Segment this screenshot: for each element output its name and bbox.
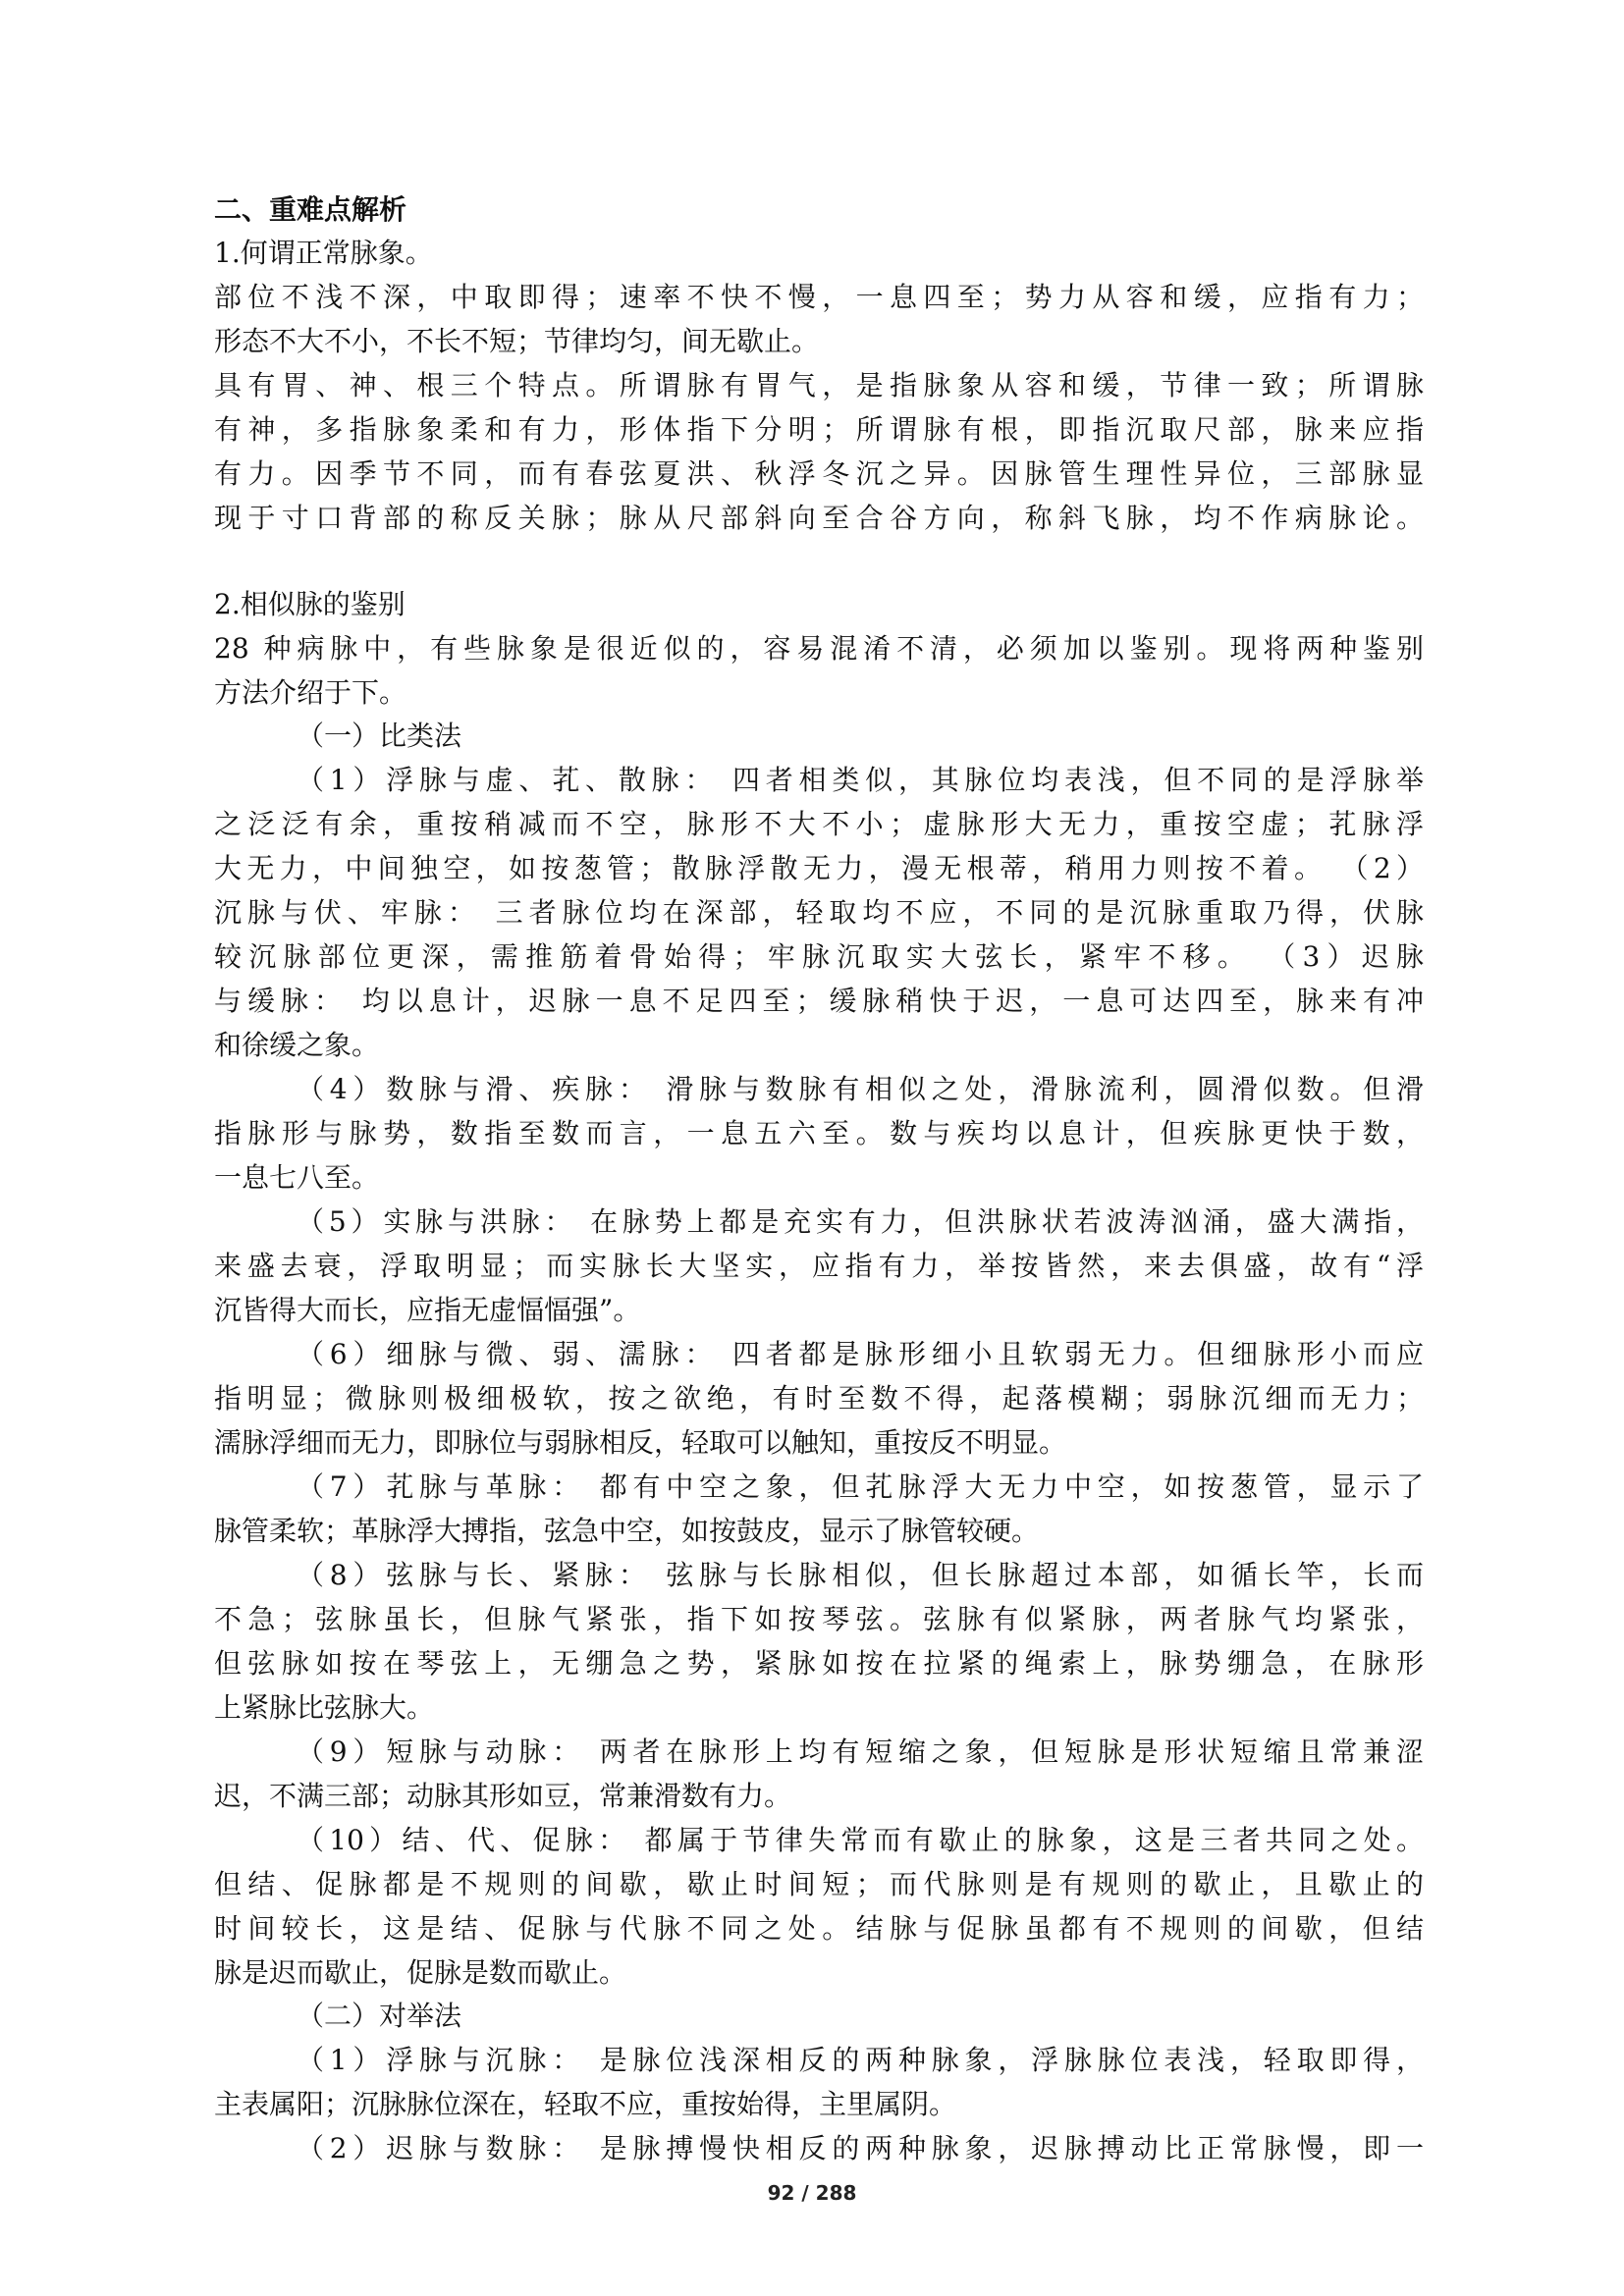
paragraph-line: （8）弦脉与长、紧脉： 弦脉与长脉相似，但长脉超过本部，如循长竿，长而 [297,1559,1424,1591]
paragraph-line: （5）实脉与洪脉： 在脉势上都是充实有力，但洪脉状若波涛汹涌，盛大满指， [297,1205,1424,1238]
paragraph-line: 有神，多指脉象柔和有力，形体指下分明；所谓脉有根，即指沉取尺部，脉来应指 [214,413,1424,446]
paragraph-line: 一息七八至。 [214,1161,380,1194]
paragraph-gap [214,540,1424,583]
paragraph-line: 与缓脉： 均以息计，迟脉一息不足四至；缓脉稍快于迟，一息可达四至，脉来有冲 [214,985,1424,1017]
paragraph-line: 指脉形与脉势，数指至数而言，一息五六至。数与疾均以息计，但疾脉更快于数， [214,1117,1424,1149]
method2-title: （二）对举法 [297,2000,462,2032]
paragraph-line: 形态不大不小，不长不短；节律均匀，间无歇止。 [214,325,820,357]
paragraph-line: 迟，不满三部；动脉其形如豆，常兼滑数有力。 [214,1780,792,1812]
page-number: 92 / 288 [767,2181,857,2205]
paragraph-line: 但结、促脉都是不规则的间歇，歇止时间短；而代脉则是有规则的歇止，且歇止的 [214,1868,1424,1900]
paragraph-line: 时间较长，这是结、促脉与代脉不同之处。结脉与促脉虽都有不规则的间歇，但结 [214,1912,1424,1945]
paragraph-line: 上紧脉比弦脉大。 [214,1691,435,1724]
paragraph-line: 沉皆得大而长，应指无虚愊愊强”。 [214,1294,641,1326]
paragraph-line: （6）细脉与微、弱、濡脉： 四者都是脉形细小且软弱无力。但细脉形小而应 [297,1338,1424,1370]
paragraph-line: 之泛泛有余，重按稍减而不空，脉形不大不小；虚脉形大无力，重按空虚；芤脉浮 [214,808,1424,840]
paragraph-line: 28 种病脉中，有些脉象是很近似的，容易混淆不清，必须加以鉴别。现将两种鉴别 [214,632,1424,665]
paragraph-line: （1）浮脉与沉脉： 是脉位浅深相反的两种脉象，浮脉脉位表浅，轻取即得， [297,2044,1424,2076]
paragraph-line: 大无力，中间独空，如按葱管；散脉浮散无力，漫无根蒂，稍用力则按不着。 （2） [214,852,1424,884]
paragraph-line: 濡脉浮细而无力，即脉位与弱脉相反，轻取可以触知，重按反不明显。 [214,1426,1067,1459]
paragraph-line: 方法介绍于下。 [214,676,407,709]
paragraph-line: 有力。因季节不同，而有春弦夏洪、秋浮冬沉之异。因脉管生理性异位，三部脉显 [214,457,1424,490]
paragraph-line: 脉管柔软；革脉浮大搏指，弦急中空，如按鼓皮，显示了脉管较硬。 [214,1515,1040,1547]
paragraph-line: （4）数脉与滑、疾脉： 滑脉与数脉有相似之处，滑脉流利，圆滑似数。但滑 [297,1073,1424,1105]
paragraph-line: 但弦脉如按在琴弦上，无绷急之势，紧脉如按在拉紧的绳索上，脉势绷急，在脉形 [214,1647,1424,1680]
q2-title: 2.相似脉的鉴别 [214,588,406,620]
paragraph-line: 较沉脉部位更深，需推筋着骨始得；牢脉沉取实大弦长，紧牢不移。 （3）迟脉 [214,940,1424,973]
paragraph-line: 指明显；微脉则极细极软，按之欲绝，有时至数不得，起落模糊；弱脉沉细而无力； [214,1382,1424,1415]
paragraph-line: （7）芤脉与革脉： 都有中空之象，但芤脉浮大无力中空，如按葱管，显示了 [297,1470,1424,1503]
paragraph-line: 部位不浅不深，中取即得；速率不快不慢，一息四至；势力从容和缓，应指有力； [214,281,1424,313]
paragraph-line: （2）迟脉与数脉： 是脉搏慢快相反的两种脉象，迟脉搏动比正常脉慢，即一 [297,2132,1424,2164]
paragraph-line: 来盛去衰，浮取明显；而实脉长大坚实，应指有力，举按皆然，来去俱盛，故有“浮 [214,1250,1424,1282]
paragraph-line: 脉是迟而歇止，促脉是数而歇止。 [214,1956,627,1989]
paragraph-line: 具有胃、神、根三个特点。所谓脉有胃气，是指脉象从容和缓，节律一致；所谓脉 [214,369,1424,401]
page-content [214,188,1424,2170]
paragraph-line: 现于寸口背部的称反关脉；脉从尺部斜向至合谷方向，称斜飞脉，均不作病脉论。 [214,502,1424,534]
paragraph-line: （9）短脉与动脉： 两者在脉形上均有短缩之象，但短脉是形状短缩且常兼涩 [297,1735,1424,1768]
paragraph-line: 沉脉与伏、牢脉： 三者脉位均在深部，轻取均不应，不同的是沉脉重取乃得，伏脉 [214,896,1424,929]
section-title: 二、重难点解析 [214,193,407,226]
paragraph-line: 不急；弦脉虽长，但脉气紧张，指下如按琴弦。弦脉有似紧脉，两者脉气均紧张， [214,1603,1424,1635]
paragraph-line: （1）浮脉与虚、芤、散脉： 四者相类似，其脉位均表浅，但不同的是浮脉举 [297,764,1424,796]
method1-title: （一）比类法 [297,720,462,752]
paragraph-line: 主表属阳；沉脉脉位深在，轻取不应，重按始得，主里属阴。 [214,2088,957,2120]
paragraph-line: 和徐缓之象。 [214,1029,380,1061]
paragraph-line: （10）结、代、促脉： 都属于节律失常而有歇止的脉象，这是三者共同之处。 [297,1824,1424,1856]
q1-title: 1.何谓正常脉象。 [214,237,433,269]
